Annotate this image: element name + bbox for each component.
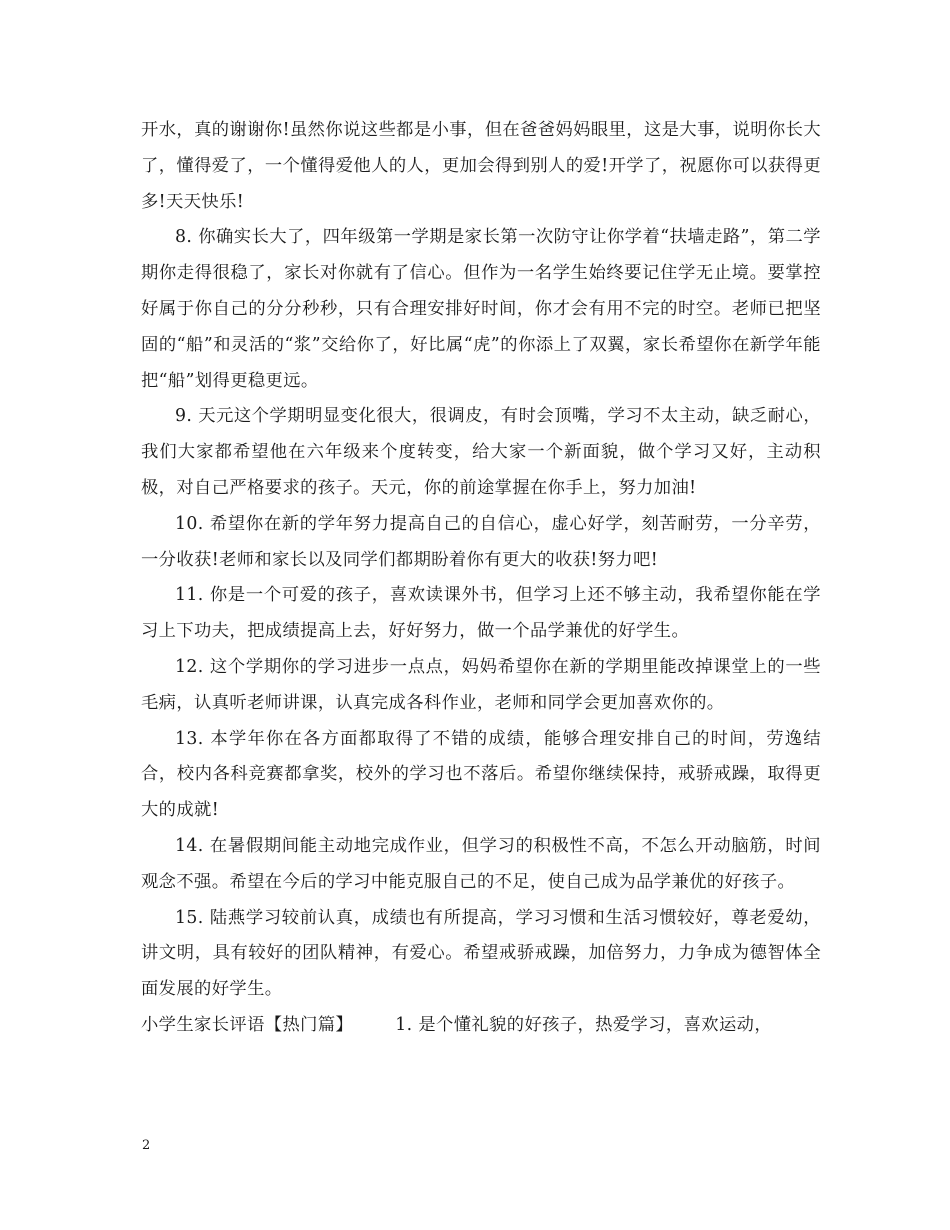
document-body [141,113,821,1044]
paragraph-continuation: 开水，真的谢谢你!虽然你说这些都是小事，但在爸爸妈妈眼里，这是大事，说明你长大了，懂得爱了，一个懂得爱他人的人，更加会得到别人的爱!开学了，祝愿你可以获得更多!天天快乐! [141,120,821,212]
paragraph-item-9: 9. 天元这个学期明显变化很大，很调皮，有时会顶嘴，学习不太主动，缺乏耐心，我们大家都希望他在六年级来个度转变，给大家一个新面貌，做个学习又好，主动积极，对自己严格要求的孩子。天元，你的前途掌握在你手上，努力加油! [141,406,821,498]
page-number: 2 [142,1138,151,1153]
paragraph-item-15: 15. 陆燕学习较前认真，成绩也有所提高，学习习惯和生活习惯较好，尊老爱幼，讲文明，具有较好的团队精神，有爱心。希望戒骄戒躁，加倍努力，力争成为德智体全面发展的好学生。 [141,907,821,1000]
paragraph-item-13: 13. 本学年你在各方面都取得了不错的成绩，能够合理安排自己的时间，劳逸结合，校内各科竞赛都拿奖，校外的学习也不落后。希望你继续保持，戒骄戒躁，取得更大的成就! [141,728,821,821]
section-heading-line [141,1008,821,1044]
paragraph-item-8: 8. 你确实长大了，四年级第一学期是家长第一次防守让你学着“扶墙走路”，第二学期你走得很稳了，家长对你就有了信心。但作为一名学生始终要记住学无止境。要掌控好属于你自己的分分秒秒，只有合理安排好时间，你才会有用不完的时空。老师已把坚固的“船”和灵活的“浆”交给你了，好比属“虎”的你添上了双翼，家长希望你在新学年能把“船”划得更稳更远。 [141,227,821,391]
section-heading: 小学生家长评语【热门篇】 [141,1014,354,1035]
section-first-item: 1. 是个懂礼貌的好孩子，热爱学习，喜欢运动， [395,1014,772,1035]
paragraph-item-11: 11. 你是一个可爱的孩子，喜欢读课外书，但学习上还不够主动，我希望你能在学习上下功夫，把成绩提高上去，好好努力，做一个品学兼优的好学生。 [141,585,821,642]
paragraph-item-14: 14. 在暑假期间能主动地完成作业，但学习的积极性不高，不怎么开动脑筋，时间观念不强。希望在今后的学习中能克服自己的不足，使自己成为品学兼优的好孩子。 [141,835,821,892]
paragraph-item-12: 12. 这个学期你的学习进步一点点，妈妈希望你在新的学期里能改掉课堂上的一些毛病，认真听老师讲课，认真完成各科作业，老师和同学会更加喜欢你的。 [141,656,821,713]
paragraph-item-10: 10. 希望你在新的学年努力提高自己的自信心，虚心好学，刻苦耐劳，一分辛劳，一分收获!老师和家长以及同学们都期盼着你有更大的收获!努力吧! [141,513,821,570]
